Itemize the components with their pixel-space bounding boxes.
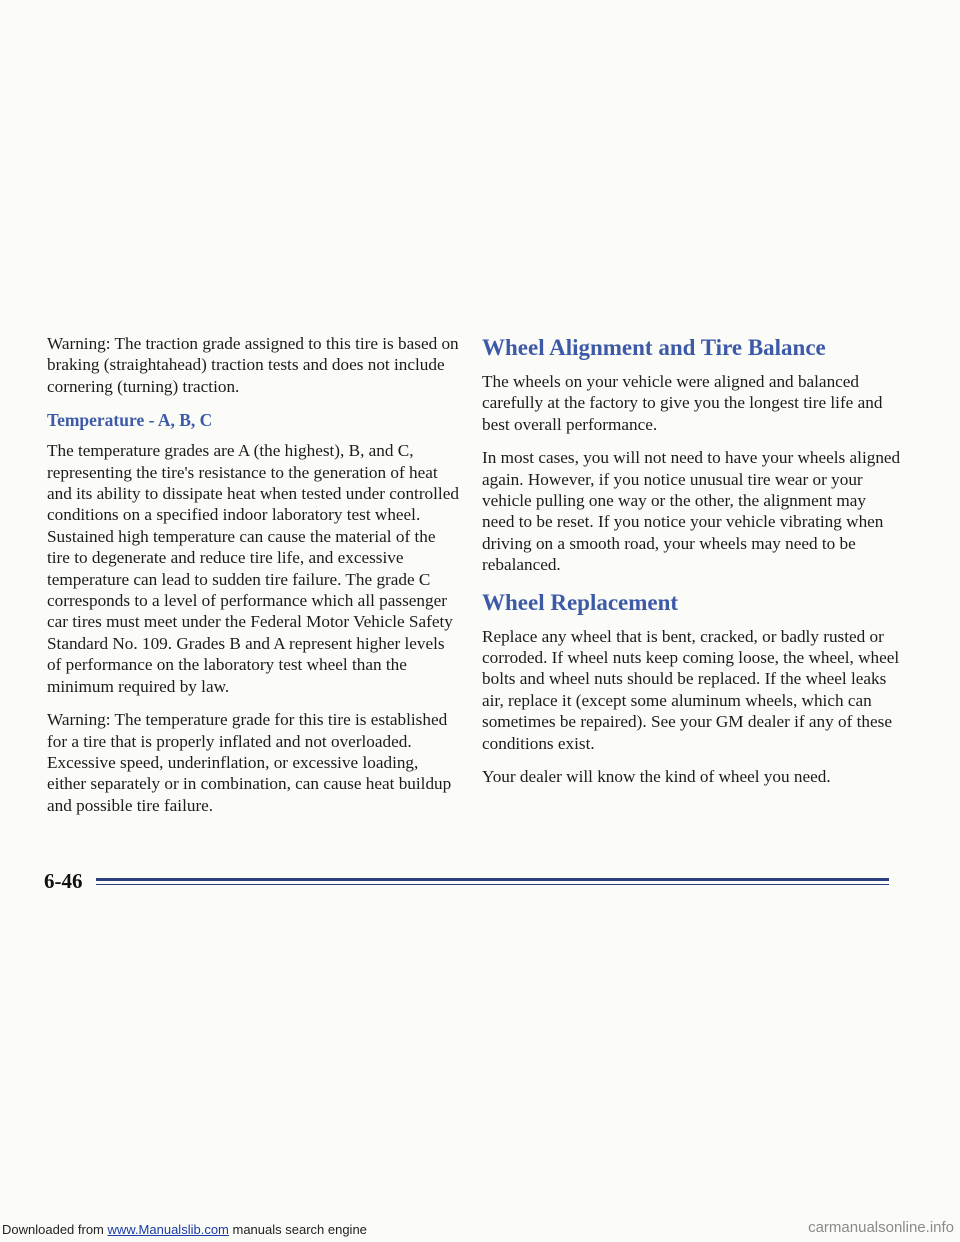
replacement-paragraph-2: Your dealer will know the kind of wheel you need.	[482, 767, 831, 787]
left-column	[47, 333, 459, 828]
replacement-paragraph-1: Replace any wheel that is bent, cracked, or badly rusted or corroded. If wheel nuts keep coming loose, the wheel, wheel bolts and wheel nuts should be replaced. If the wheel leaks air, replace it (except some aluminum wheels, which can sometimes be repaired). See your GM dealer if any of these conditions exist.	[482, 626, 900, 753]
temperature-paragraph: The temperature grades are A (the highest), B, and C, representing the tire's resistance to the generation of heat and its ability to dissipate heat when tested under controlled conditions on a specified indoor laboratory test wheel. Sustained high temperature can cause the material of the tire to degenerate and reduce tire life, and excessive temperature can lead to sudden tire failure. The grade C corresponds to a level of performance which all passenger car tires must meet under the Federal Motor Vehicle Safety Standard No. 109. Grades B and A represent higher levels of performance on the laboratory test wheel than the minimum required by law.	[47, 441, 459, 696]
temperature-warning: Warning: The temperature grade for this tire is established for a tire that is properly inflated and not overloaded. Excessive speed, underinflation, or excessive loading, either separately or in combination, can cause heat buildup and possible tire failure.	[47, 710, 452, 815]
download-prefix: Downloaded from	[2, 1222, 108, 1237]
alignment-paragraph-1: The wheels on your vehicle were aligned and balanced carefully at the factory to give you the longest tire life and best overall performance.	[482, 372, 883, 434]
right-column	[482, 333, 902, 800]
traction-warning: Warning: The traction grade assigned to this tire is based on braking (straightahead) traction tests and does not include cornering (turning) traction.	[47, 334, 459, 396]
footer-rule-thin	[96, 884, 889, 885]
replacement-heading: Wheel Replacement	[482, 589, 679, 615]
alignment-paragraph-2: In most cases, you will not need to have your wheels aligned again. However, if you notice unusual tire wear or your vehicle pulling one way or the other, the alignment may need to be reset. If you notice your vehicle vibrating when driving on a smooth road, your wheels may need to be rebalanced.	[482, 448, 901, 575]
page-number: 6-46	[44, 869, 83, 893]
watermark: carmanualsonline.info	[808, 1219, 954, 1236]
manualslib-link[interactable]: www.Manualslib.com	[107, 1222, 229, 1237]
footer-rule-thick	[96, 878, 889, 881]
page-footer	[44, 865, 889, 901]
temperature-heading: Temperature - A, B, C	[47, 410, 213, 431]
download-credit	[2, 1222, 367, 1237]
alignment-heading: Wheel Alignment and Tire Balance	[482, 335, 826, 360]
download-suffix: manuals search engine	[228, 1222, 367, 1237]
